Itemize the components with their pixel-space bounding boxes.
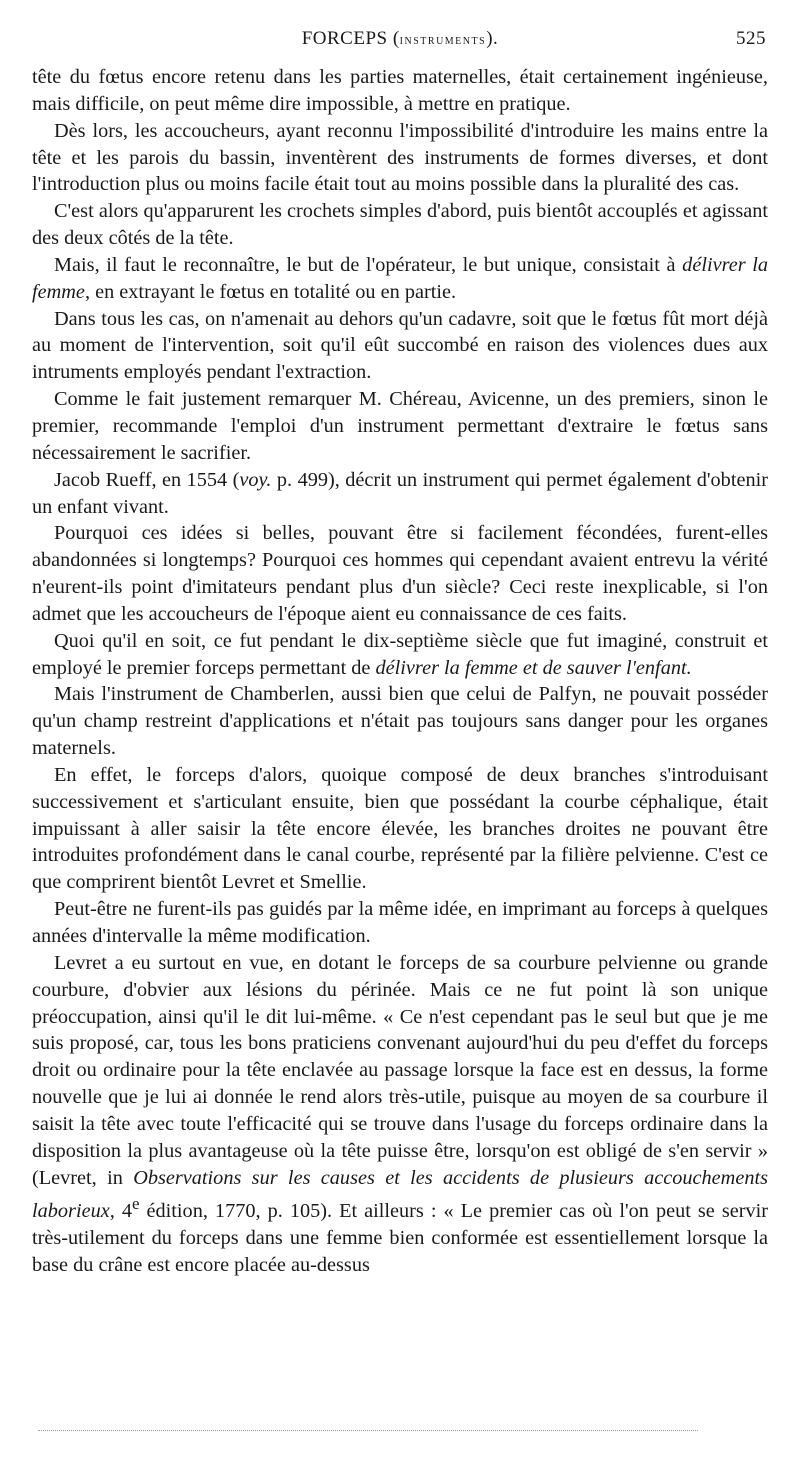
- paragraph: [32, 306, 768, 387]
- italic-text: délivrer la femme et de sauver l'enfant.: [375, 656, 692, 679]
- running-head-title-end: ).: [486, 28, 499, 49]
- text-run: Dès lors, les accoucheurs, ayant reconnu l'impossibilité d'introduire les mains entre la tête et les parois du bassin, inventèrent des instruments de formes diverses, et dont l'introduction plus ou moins facile était tout au moins possible dans la pluralité des cas.: [32, 119, 768, 196]
- page-number: 525: [736, 28, 766, 49]
- body-text: [32, 64, 768, 1279]
- superscript-text: e: [131, 1194, 140, 1214]
- text-run: Mais, il faut le reconnaître, le but de l'opérateur, le but unique, consistait à: [54, 253, 683, 276]
- paragraph: [32, 762, 768, 896]
- paragraph: [32, 386, 768, 467]
- running-head: [32, 28, 768, 52]
- text-run: tête du fœtus encore retenu dans les parties maternelles, était certainement ingénieuse, mais difficile, on peut même dire impossible, à mettre en pratique.: [32, 66, 768, 115]
- paragraph: [32, 118, 768, 199]
- text-run: Comme le fait justement remarquer M. Chéreau, Avicenne, un des premiers, sinon le premier, recommande l'emploi d'un instrument permettant d'extraire le fœtus sans nécessairement le sacrifier.: [32, 388, 768, 464]
- text-run: En effet, le forceps d'alors, quoique composé de deux branches s'introduisant successivement et s'articulant ensuite, bien que possédant la courbe céphalique, était impuissant à aller saisir la tête encore élevée, les branches droites ne pouvant être introduites profondément dans le canal courbe, représenté par la filière pelvienne. C'est ce que comprirent bientôt Levret et Smellie.: [32, 763, 768, 894]
- paragraph: [32, 467, 768, 521]
- text-run: Jacob Rueff, en 1554 (: [54, 468, 240, 491]
- paragraph: [32, 520, 768, 627]
- text-run: , en extrayant le fœtus en totalité ou en partie.: [84, 280, 457, 303]
- text-run: p. 499), décrit un instrument qui permet également d'obtenir un enfant vivant.: [32, 468, 768, 518]
- text-run: Levret a eu surtout en vue, en dotant le forceps de sa courbure pelvienne ou grande courbure, d'obvier aux lésions du périnée. Mais ce ne fut point là son unique préoccupation, ainsi qu'il le dit lui-même. « Ce n'est cependant pas le seul but que je me suis proposé, car, tous les bons praticiens convenant aujourd'hui du peu d'effet du forceps droit ou ordinaire pour la tête enclavée au passage lorsque la face est en dessus, la forme nouvelle que je lui ai donnée le rend alors très-utile, puisque au moyen de sa courbure il saisit la tête avec toute l'efficacité qui se trouve dans l'usage du forceps ordinaire dans la disposition la plus avantageuse où la tête puisse être, lorsqu'on est obligé de s'en servir » (Levret, in: [32, 951, 768, 1189]
- text-run: Quoi qu'il en soit, ce fut pendant le dix-septième siècle que fut imaginé, construit et employé le premier forceps permettant de: [32, 629, 768, 679]
- italic-text: voy.: [239, 468, 272, 491]
- paragraph: [32, 681, 768, 762]
- running-head-title-caps: instruments: [399, 33, 487, 48]
- italic-text: délivrer la femme: [32, 253, 769, 303]
- paragraph: [32, 64, 768, 118]
- text-run: Dans tous les cas, on n'amenait au dehors qu'un cadavre, soit que le fœtus fût mort déjà au moment de l'intervention, soit qu'il eût succombé en raison des violences dues aux intruments employés pendant l'extraction.: [32, 307, 768, 384]
- book-page: [32, 28, 768, 1279]
- text-run: Mais l'instrument de Chamberlen, aussi bien que celui de Palfyn, ne pouvait posséder qu'un champ restreint d'applications et n'était pas toujours sans danger pour les organes maternels.: [32, 683, 768, 760]
- paragraph: [32, 950, 768, 1279]
- text-run: C'est alors qu'apparurent les crochets simples d'abord, puis bientôt accouplés et agissant des deux côtés de la tête.: [32, 200, 768, 250]
- text-run: Peut-être ne furent-ils pas guidés par la même idée, en imprimant au forceps à quelques années d'intervalle la même modification.: [32, 898, 768, 947]
- footer-dotted-rule: [38, 1430, 698, 1431]
- text-run: Pourquoi ces idées si belles, pouvant être si facilement fécondées, furent-elles abandonnées si longtemps? Pourquoi ces hommes qui cependant avaient entrevu la vérité n'eurent-ils point d'imitateurs pendant plus d'un siècle? Ceci reste inexplicable, si l'on admet que les accoucheurs de l'époque aient eu connaissance de ces faits.: [32, 522, 768, 625]
- paragraph: [32, 198, 768, 252]
- running-head-title: [32, 28, 768, 50]
- paragraph: [32, 252, 768, 306]
- paragraph: [32, 628, 768, 682]
- text-run: édition, 1770, p. 105). Et ailleurs : « Le premier cas où l'on peut se servir très-utilement du forceps dans une femme bien conformée est essentiellement lorsque la base du crâne est encore placée au-dessus: [32, 1200, 769, 1276]
- paragraph: [32, 896, 768, 950]
- text-run: , 4: [109, 1200, 132, 1223]
- italic-text: Observations sur les causes et les accidents de plusieurs accouchements laborieux: [32, 1166, 768, 1223]
- running-head-title-main: FORCEPS (: [301, 28, 400, 49]
